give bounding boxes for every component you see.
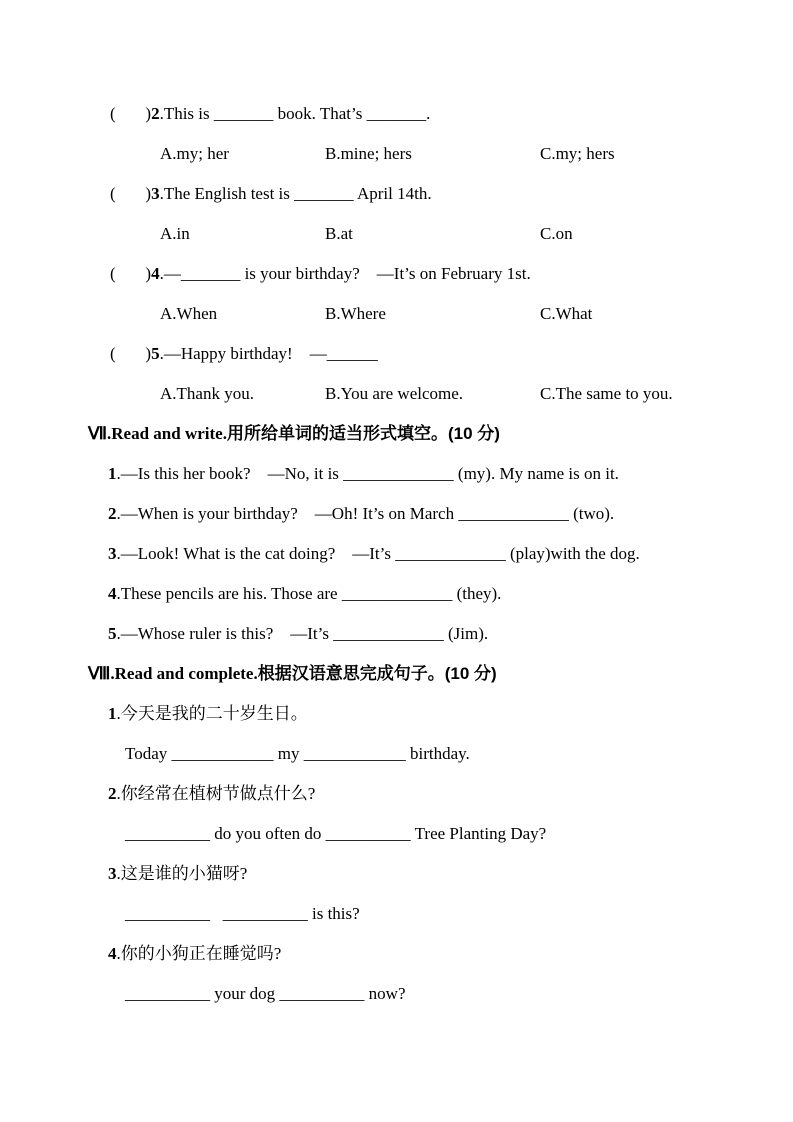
option-b: B.Where <box>325 304 386 323</box>
option-a: A.Thank you. <box>160 384 254 403</box>
item-chinese-text: .你的小狗正在睡觉吗? <box>116 944 282 963</box>
question-number: 4 <box>151 264 160 283</box>
choice-options-2 <box>0 144 793 163</box>
choice-question-5 <box>0 344 793 363</box>
answer-paren: ( ) <box>110 184 152 203</box>
question-text: .The English test is _______ April 14th. <box>159 184 432 203</box>
option-a: A.my; her <box>160 144 229 163</box>
choice-options-5 <box>0 384 793 403</box>
translate-item-2-chinese <box>0 784 793 803</box>
item-text: .These pencils are his. Those are _____________ (they). <box>116 584 502 603</box>
section-8-title-chinese: 根据汉语意思完成句子。(10 分) <box>257 664 497 683</box>
option-c: C.on <box>540 224 573 243</box>
translate-item-4-chinese <box>0 944 793 963</box>
item-text: .—Whose ruler is this? —It’s _____________ (Jim). <box>116 624 489 643</box>
option-b: B.You are welcome. <box>325 384 464 403</box>
answer-paren: ( ) <box>110 264 152 283</box>
choice-options-4 <box>0 304 793 323</box>
item-number: 5 <box>108 624 117 643</box>
fill-item-2 <box>0 504 793 523</box>
option-b: B.at <box>325 224 353 243</box>
translate-item-1-chinese <box>0 704 793 723</box>
fill-item-1 <box>0 464 793 483</box>
answer-paren: ( ) <box>110 104 152 123</box>
section-7-title-chinese: 用所给单词的适当形式填空。(10 分) <box>226 424 500 443</box>
item-number: 4 <box>108 944 117 963</box>
option-c: C.The same to you. <box>540 384 673 403</box>
item-number: 1 <box>108 464 117 483</box>
question-number: 3 <box>151 184 160 203</box>
choice-question-2 <box>0 104 793 123</box>
choice-question-3 <box>0 184 793 203</box>
choice-question-4 <box>0 264 793 283</box>
item-number: 1 <box>108 704 117 723</box>
question-text: .This is _______ book. That’s _______. <box>159 104 431 123</box>
item-chinese-text: .你经常在植树节做点什么? <box>116 784 316 803</box>
question-text: .—_______ is your birthday? —It’s on February 1st. <box>159 264 531 283</box>
option-c: C.What <box>540 304 593 323</box>
translate-item-3-english: __________ __________ is this? <box>125 904 360 923</box>
question-number: 2 <box>151 104 160 123</box>
section-8-title-english: Ⅷ.Read and complete. <box>88 664 258 683</box>
section-7-title-english: Ⅶ.Read and write. <box>88 424 227 443</box>
translate-item-3-chinese <box>0 864 793 883</box>
item-chinese-text: .今天是我的二十岁生日。 <box>116 704 308 723</box>
translate-item-4-english: __________ your dog __________ now? <box>125 984 406 1003</box>
option-a: A.in <box>160 224 190 243</box>
item-text: .—Is this her book? —No, it is _____________ (my). My name is on it. <box>116 464 619 483</box>
translate-item-1-english: Today ____________ my ____________ birthday. <box>125 744 470 763</box>
item-chinese-text: .这是谁的小猫呀? <box>116 864 248 883</box>
fill-item-3 <box>0 544 793 563</box>
section-8-header <box>0 664 793 683</box>
item-number: 4 <box>108 584 117 603</box>
choice-options-3 <box>0 224 793 243</box>
item-number: 2 <box>108 504 117 523</box>
option-c: C.my; hers <box>540 144 615 163</box>
item-number: 2 <box>108 784 117 803</box>
translate-item-2-english: __________ do you often do __________ Tree Planting Day? <box>125 824 547 843</box>
item-text: .—When is your birthday? —Oh! It’s on March _____________ (two). <box>116 504 615 523</box>
option-b: B.mine; hers <box>325 144 412 163</box>
answer-paren: ( ) <box>110 344 152 363</box>
fill-item-5 <box>0 624 793 643</box>
item-text: .—Look! What is the cat doing? —It’s _____________ (play)with the dog. <box>116 544 640 563</box>
item-number: 3 <box>108 544 117 563</box>
option-a: A.When <box>160 304 218 323</box>
question-text: .—Happy birthday! —______ <box>159 344 378 363</box>
question-number: 5 <box>151 344 160 363</box>
section-7-header <box>0 424 793 443</box>
item-number: 3 <box>108 864 117 883</box>
fill-item-4 <box>0 584 793 603</box>
